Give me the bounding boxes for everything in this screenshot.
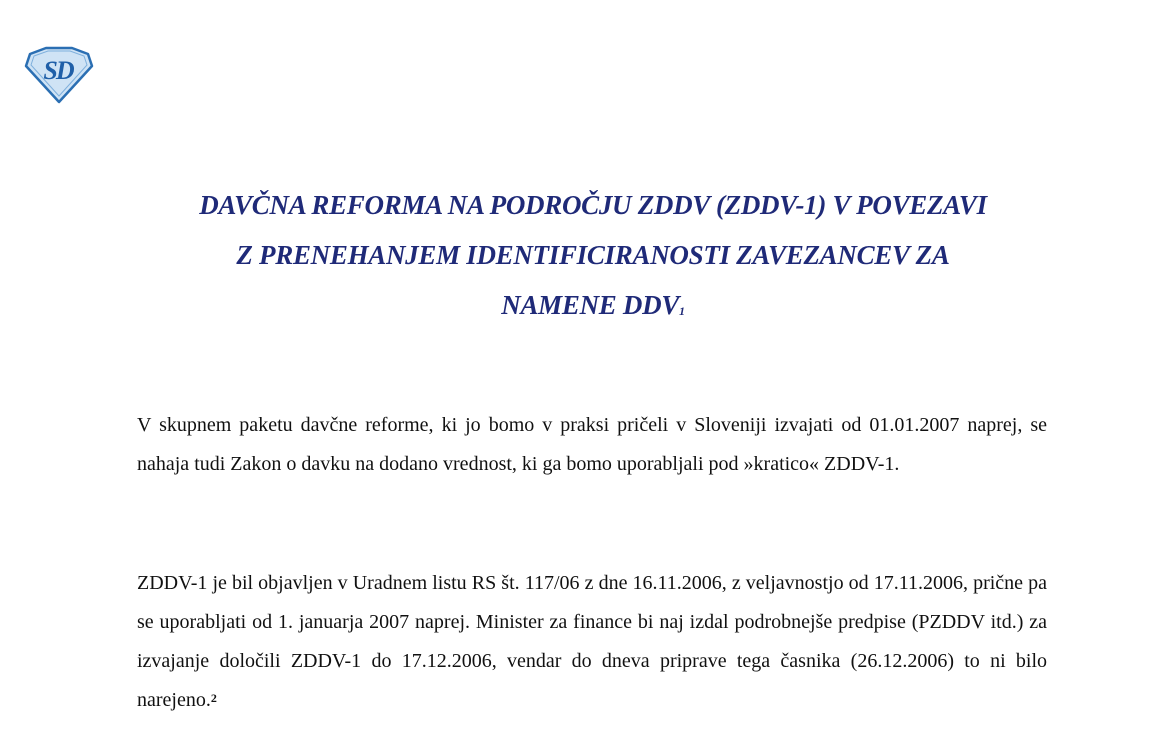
paragraph-intro: V skupnem paketu davčne reforme, ki jo bomo v praksi pričeli v Sloveniji izvajati od 01.01.2007 naprej, se nahaja tudi Zakon o davku na dodano vrednost, ki ga bomo uporabljali pod »kratico« ZDDV-1. (137, 414, 1047, 475)
title-line-3 (128, 280, 1058, 330)
sd-shield-logo-icon (22, 46, 96, 104)
document-title (128, 180, 1058, 330)
paragraph-footnote-marker: 2 (210, 691, 217, 705)
logo-letters: SD (43, 56, 73, 85)
title-line-1: DAVČNA REFORMA NA PODROČJU ZDDV (ZDDV-1) V POVEZAVI (199, 190, 987, 220)
sd-logo (22, 46, 96, 104)
paragraph-zddv-publication (137, 564, 1047, 720)
title-footnote-marker: 1 (679, 304, 685, 318)
title-line-2: Z PRENEHANJEM IDENTIFICIRANOSTI ZAVEZANCEV ZA (236, 240, 950, 270)
title-line-3-text: NAMENE DDV (501, 290, 680, 320)
paragraph-zddv-text: ZDDV-1 je bil objavljen v Uradnem listu RS št. 117/06 z dne 16.11.2006, z veljavnostjo od 17.11.2006, prične pa se uporabljati od 1. januarja 2007 naprej. Minister za finance bi naj izdal podrobnejše predpise (PZDDV itd.) za izvajanje določili ZDDV-1 do 17.12.2006, vendar do dneva priprave tega časnika (26.12.2006) to ni bilo narejeno. (137, 572, 1047, 711)
